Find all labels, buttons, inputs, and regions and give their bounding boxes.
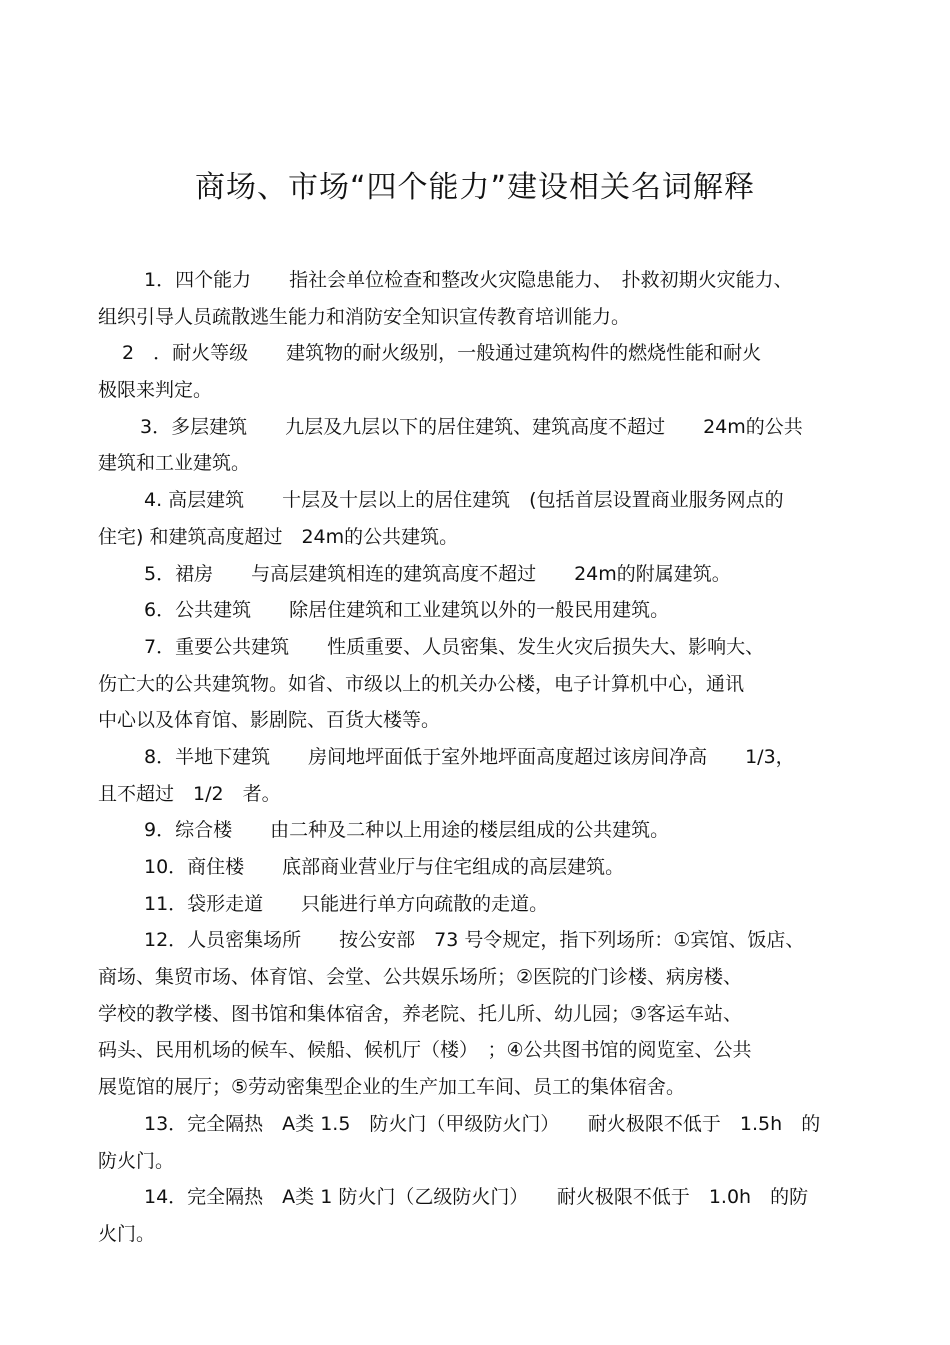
entry-line: 5．裙房 与高层建筑相连的建筑高度不超过 24m的附属建筑。: [144, 562, 731, 585]
definition-entry-6: [98, 592, 850, 629]
entry-line: 展览馆的展厅；⑤劳动密集型企业的生产加工车间、员工的集体宿舍。: [98, 1076, 686, 1099]
definition-entry-13: [98, 1106, 850, 1179]
entry-line: 2 ．耐火等级 建筑物的耐火级别，一般通过建筑构件的燃烧性能和耐火: [122, 342, 762, 365]
definition-entry-8: [98, 739, 850, 812]
definition-entry-14: [98, 1179, 850, 1252]
definition-entry-9: [98, 812, 850, 849]
definition-entry-4: [98, 482, 850, 555]
document-body: [98, 262, 850, 1253]
entry-line: 6．公共建筑 除居住建筑和工业建筑以外的一般民用建筑。: [144, 599, 670, 622]
entry-line: 防火门。: [98, 1149, 175, 1172]
entry-line: 3．多层建筑 九层及九层以下的居住建筑、建筑高度不超过 24m的公共: [140, 415, 803, 438]
entry-line: 8．半地下建筑 房间地坪面低于室外地坪面高度超过该房间净高 1/3，: [144, 745, 795, 768]
entry-line: 13．完全隔热 A类 1.5 防火门（甲级防火门） 耐火极限不低于 1.5h 的: [144, 1112, 821, 1135]
entry-line: 组织引导人员疏散逃生能力和消防安全知识宣传教育培训能力。: [98, 305, 631, 328]
definition-entry-1: [98, 262, 850, 335]
entry-line: 学校的教学楼、图书馆和集体宿舍，养老院、托儿所、幼儿园；③客运车站、: [98, 1002, 743, 1025]
entry-line: 商场、集贸市场、体育馆、会堂、公共娱乐场所；②医院的门诊楼、病房楼、: [98, 966, 743, 989]
entry-line: 11．袋形走道 只能进行单方向疏散的走道。: [144, 892, 549, 915]
entry-line: 4. 高层建筑 十层及十层以上的居住建筑 (包括首层设置商业服务网点的: [144, 489, 784, 512]
entry-line: 12．人员密集场所 按公安部 73 号令规定，指下列场所：①宾馆、饭店、: [144, 929, 805, 952]
document-title: 商场、市场“四个能力”建设相关名词解释: [194, 170, 756, 205]
entry-line: 10．商住楼 底部商业营业厅与住宅组成的高层建筑。: [144, 856, 625, 878]
definition-entry-12: [98, 922, 850, 1105]
entry-line: 14．完全隔热 A类 1 防火门（乙级防火门） 耐火极限不低于 1.0h 的防: [144, 1186, 809, 1209]
definition-entry-10: [98, 849, 850, 886]
entry-line: 火门。: [98, 1222, 156, 1245]
entry-line: 7．重要公共建筑 性质重要、人员密集、发生火灾后损失大、影响大、: [144, 635, 765, 658]
entry-line: 且不超过 1/2 者。: [98, 782, 281, 805]
definition-entry-7: [98, 629, 850, 739]
definition-entry-3: [98, 409, 850, 482]
definition-entry-2: [98, 335, 850, 408]
entry-line: 建筑和工业建筑。: [98, 452, 251, 475]
definition-entry-5: [98, 556, 850, 593]
entry-line: 码头、民用机场的候车、候船、候机厅（楼） ；④公共图书馆的阅览室、公共: [98, 1039, 752, 1062]
entry-line: 1．四个能力 指社会单位检查和整改火灾隐患能力、 扑救初期火灾能力、: [144, 269, 793, 291]
entry-line: 极限来判定。: [98, 379, 213, 402]
definition-entry-11: [98, 886, 850, 923]
entry-line: 中心以及体育馆、影剧院、百货大楼等。: [98, 709, 441, 732]
entry-line: 住宅) 和建筑高度超过 24m的公共建筑。: [98, 525, 459, 548]
entry-line: 9．综合楼 由二种及二种以上用途的楼层组成的公共建筑。: [144, 819, 670, 842]
entry-line: 伤亡大的公共建筑物。如省、市级以上的机关办公楼，电子计算机中心，通讯: [98, 672, 745, 695]
